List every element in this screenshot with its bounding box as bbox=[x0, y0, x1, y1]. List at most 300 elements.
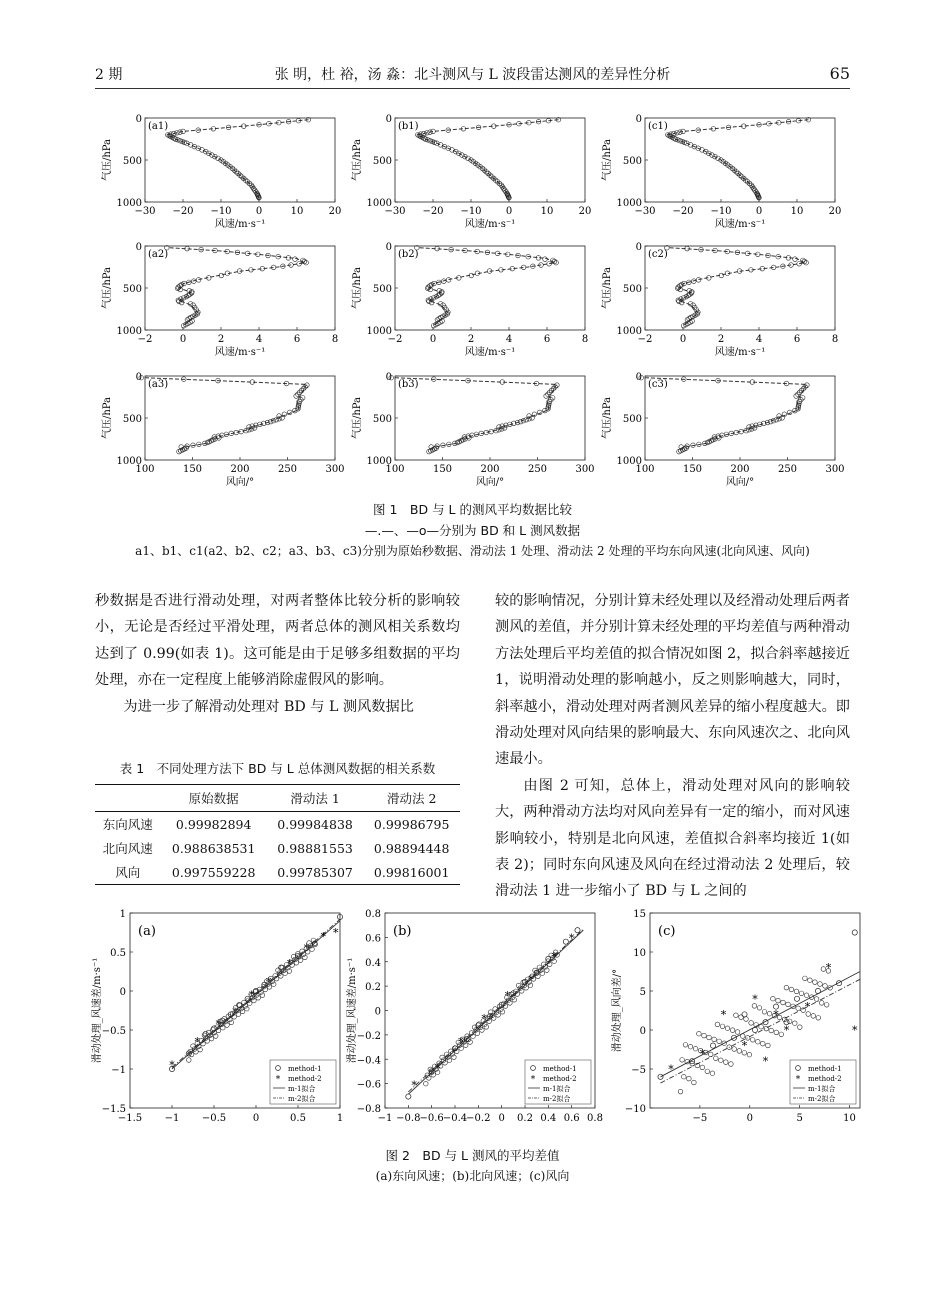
method-2-point: * bbox=[194, 1035, 200, 1049]
table-cell: 0.99986795 bbox=[373, 816, 450, 832]
method-1-point bbox=[824, 1003, 829, 1008]
method-1-point bbox=[715, 1022, 720, 1027]
figure-1-legend-note: —.—、—o—分别为 BD 和 L 测风数据 bbox=[364, 523, 581, 538]
series-point-l bbox=[181, 296, 186, 301]
series-line-bd bbox=[170, 248, 305, 326]
series-line-bd bbox=[670, 248, 805, 326]
method-1-point bbox=[740, 1034, 745, 1039]
method-2-point: * bbox=[528, 973, 534, 987]
y-axis-label: 气压/hPa bbox=[602, 396, 613, 440]
series-point-l bbox=[681, 296, 686, 301]
y-tick-label: 0 bbox=[374, 1006, 381, 1018]
method-1-point bbox=[688, 1044, 693, 1049]
legend-label: m-1拟合 bbox=[288, 1085, 316, 1093]
series-point-l bbox=[747, 428, 752, 433]
x-axis-label: 风速/m·s⁻¹ bbox=[464, 219, 516, 230]
y-tick-label: 0 bbox=[385, 242, 392, 253]
method-1-point bbox=[276, 968, 281, 973]
method-1-point bbox=[734, 1013, 739, 1018]
x-tick-label: −1 bbox=[164, 1113, 180, 1124]
y-tick-label: 0 bbox=[639, 1026, 646, 1037]
x-tick-label: 100 bbox=[635, 464, 655, 475]
method-1-point bbox=[749, 1021, 754, 1026]
table-row bbox=[95, 860, 460, 885]
y-tick-label: 500 bbox=[122, 284, 142, 295]
table-header-cell: 原始数据 bbox=[188, 791, 239, 806]
method-1-point bbox=[774, 1030, 779, 1035]
method-1-point bbox=[256, 996, 261, 1001]
x-tick-label: 5 bbox=[796, 1113, 803, 1124]
y-tick-label: 1000 bbox=[116, 326, 142, 337]
y-tick-label: −0.8 bbox=[356, 1104, 381, 1115]
method-1-point bbox=[406, 1094, 411, 1099]
panel-label: (b) bbox=[393, 924, 412, 939]
method-1-point bbox=[793, 1021, 798, 1026]
x-tick-label: −0.8 bbox=[396, 1113, 421, 1124]
series-point-l bbox=[768, 419, 773, 424]
method-1-point bbox=[756, 1039, 761, 1044]
y-tick-label: −5 bbox=[631, 1065, 646, 1076]
x-tick-label: −30 bbox=[634, 206, 656, 217]
y-tick-label: 0 bbox=[135, 114, 142, 125]
method-1-point bbox=[697, 1031, 702, 1036]
x-tick-label: 0 bbox=[179, 334, 187, 345]
x-tick-label: −30 bbox=[134, 206, 156, 217]
method-2-point: * bbox=[752, 992, 758, 1006]
legend-marker-method-2: * bbox=[795, 1075, 801, 1085]
x-tick-label: 10 bbox=[843, 1113, 856, 1124]
method-1-point bbox=[202, 1033, 207, 1038]
y-tick-label: −0.4 bbox=[356, 1055, 381, 1067]
x-tick-label: −0.4 bbox=[442, 1113, 468, 1124]
method-1-point bbox=[745, 1036, 750, 1041]
plot-frame bbox=[645, 118, 835, 202]
x-tick-label: −0.6 bbox=[419, 1113, 444, 1124]
y-tick-label: 15 bbox=[633, 909, 646, 920]
method-1-point bbox=[575, 928, 580, 933]
series-point-l bbox=[543, 257, 548, 262]
method-2-point: * bbox=[668, 1063, 674, 1076]
x-tick-label: 10 bbox=[790, 206, 804, 217]
y-tick-label: 1000 bbox=[616, 326, 642, 337]
y-axis-label: 气压/hPa bbox=[352, 138, 363, 182]
y-tick-label: 0 bbox=[119, 987, 126, 998]
table-1 bbox=[95, 784, 460, 885]
x-tick-label: 0 bbox=[252, 1113, 260, 1124]
y-tick-label: −0.6 bbox=[356, 1079, 381, 1091]
x-axis-label: 风速/m·s⁻¹ bbox=[214, 219, 266, 230]
method-1-point bbox=[683, 1043, 688, 1048]
x-tick-label: −20 bbox=[172, 206, 194, 217]
table-header-cell: 滑动法 1 bbox=[290, 791, 340, 806]
x-axis-label: 风向/° bbox=[475, 477, 505, 488]
series-point-l bbox=[431, 296, 436, 301]
panel-label: (b3) bbox=[398, 379, 419, 390]
method-1-point bbox=[742, 1012, 747, 1017]
method-1-point bbox=[707, 1035, 712, 1040]
method-1-point bbox=[708, 1052, 713, 1057]
series-line-bd bbox=[668, 120, 809, 198]
x-tick-label: 200 bbox=[230, 464, 250, 475]
figure-2 bbox=[92, 905, 860, 1140]
y-tick-label: 0 bbox=[635, 114, 642, 125]
y-tick-label: 0 bbox=[135, 372, 142, 383]
x-tick-label: 0 bbox=[505, 206, 513, 217]
y-tick-label: −0.2 bbox=[356, 1030, 381, 1042]
series-point-l bbox=[537, 410, 542, 415]
method-1-point bbox=[811, 1014, 816, 1019]
y-tick-label: 1000 bbox=[366, 326, 392, 337]
series-point-l bbox=[800, 396, 805, 401]
method-1-point bbox=[710, 1071, 715, 1076]
x-axis-label: 风速/m·s⁻¹ bbox=[464, 347, 516, 358]
table-cell: 0.99982894 bbox=[175, 816, 252, 832]
method-1-point bbox=[245, 1006, 250, 1011]
x-tick-label: 8 bbox=[331, 334, 339, 345]
method-1-point bbox=[692, 1080, 697, 1085]
method-1-point bbox=[687, 1076, 692, 1081]
y-axis-label: 气压/hPa bbox=[352, 396, 363, 440]
series-point-l bbox=[274, 418, 279, 423]
table-cell: 风向 bbox=[115, 865, 141, 880]
method-1-point bbox=[712, 1037, 717, 1042]
legend-label: m-1拟合 bbox=[808, 1085, 836, 1093]
y-tick-label: 1 bbox=[119, 909, 126, 920]
method-2-point: * bbox=[434, 1061, 441, 1075]
y-tick-label: 1000 bbox=[116, 198, 142, 209]
method-1-point bbox=[796, 1006, 801, 1011]
paragraph: 秒数据是否进行滑动处理，对两者整体比较分析的影响较小，无论是否经过平滑处理，两者总体的测风相关系数均达到了 0.99(如表 1)。这可能是由于足够多组数据的平均处理，亦在一定程度上能够消除虚假风的影响。 bbox=[95, 593, 460, 689]
method-1-point bbox=[500, 1010, 505, 1015]
panel-label: (c) bbox=[658, 924, 676, 939]
method-1-point bbox=[729, 1062, 734, 1067]
legend-label: m-2拟合 bbox=[288, 1095, 316, 1103]
method-1-point bbox=[271, 982, 276, 987]
table-header-cell bbox=[95, 785, 161, 812]
method-1-point bbox=[750, 1038, 755, 1043]
x-tick-label: −5 bbox=[692, 1113, 708, 1124]
left-column bbox=[95, 588, 460, 720]
x-tick-label: 200 bbox=[480, 464, 500, 475]
method-1-point bbox=[717, 1039, 722, 1044]
x-tick-label: 2 bbox=[717, 334, 725, 345]
x-tick-label: −2 bbox=[137, 334, 153, 345]
method-1-point bbox=[818, 982, 823, 987]
y-tick-label: −10 bbox=[624, 1104, 646, 1115]
x-tick-label: 20 bbox=[578, 206, 592, 217]
x-tick-label: 300 bbox=[575, 464, 595, 475]
header-rule bbox=[95, 88, 850, 89]
y-tick-label: −1 bbox=[111, 1065, 126, 1076]
method-2-point: * bbox=[286, 957, 293, 971]
y-tick-label: 500 bbox=[372, 414, 392, 425]
series-point-l bbox=[268, 419, 273, 424]
x-tick-label: 2 bbox=[217, 334, 225, 345]
x-tick-label: 6 bbox=[293, 334, 301, 345]
legend-label: m-2拟合 bbox=[543, 1095, 571, 1103]
plot-frame bbox=[145, 246, 335, 330]
y-tick-label: 500 bbox=[122, 156, 142, 167]
series-line-bd bbox=[168, 120, 309, 198]
method-1-point bbox=[747, 1052, 752, 1057]
method-1-point bbox=[719, 1058, 724, 1063]
method-1-point bbox=[279, 974, 284, 979]
x-tick-label: 0.4 bbox=[540, 1113, 557, 1124]
panel-label: (a2) bbox=[148, 249, 169, 260]
table-header-cell: 滑动法 2 bbox=[386, 791, 437, 806]
method-1-point bbox=[767, 1011, 772, 1016]
figure-1 bbox=[95, 100, 850, 495]
page-number: 65 bbox=[829, 64, 850, 83]
method-1-point bbox=[720, 1024, 725, 1029]
x-tick-label: 6 bbox=[543, 334, 551, 345]
legend-label: method-2 bbox=[808, 1075, 842, 1083]
method-1-point bbox=[705, 1069, 710, 1074]
issue-number: 2 期 bbox=[95, 67, 123, 83]
y-axis-label: 滑动处理_风速差/m·s⁻¹ bbox=[92, 957, 103, 1064]
y-tick-label: 0 bbox=[635, 242, 642, 253]
method-1-point bbox=[815, 988, 820, 993]
series-point-l bbox=[287, 410, 292, 415]
method-1-point bbox=[803, 976, 808, 981]
x-tick-label: 200 bbox=[730, 464, 750, 475]
method-1-point bbox=[852, 930, 857, 935]
table-cell: 北向风速 bbox=[102, 841, 153, 856]
panel-label: (a1) bbox=[148, 121, 169, 132]
method-2-point: * bbox=[265, 975, 272, 989]
x-tick-label: 150 bbox=[682, 464, 703, 475]
method-1-point bbox=[823, 984, 828, 989]
panel-label: (a3) bbox=[148, 379, 169, 390]
legend-label: m-2拟合 bbox=[808, 1095, 836, 1103]
method-2-point: * bbox=[481, 1012, 487, 1026]
method-1-point bbox=[680, 1058, 685, 1063]
x-tick-label: 100 bbox=[135, 464, 155, 475]
method-1-point bbox=[735, 1030, 740, 1035]
x-tick-label: 6 bbox=[793, 334, 801, 345]
y-tick-label: 0 bbox=[635, 372, 642, 383]
method-1-point bbox=[725, 1026, 730, 1031]
method-1-point bbox=[757, 1006, 762, 1011]
method-1-point bbox=[739, 1015, 744, 1020]
plot-frame bbox=[395, 246, 585, 330]
method-1-point bbox=[678, 1089, 683, 1094]
series-point-l bbox=[774, 418, 779, 423]
method-1-point bbox=[752, 1027, 757, 1032]
x-tick-label: −30 bbox=[384, 206, 406, 217]
x-tick-label: 0.6 bbox=[563, 1113, 580, 1124]
x-axis-label: 风向/° bbox=[225, 477, 255, 488]
method-2-point: * bbox=[783, 1024, 790, 1037]
legend-marker-method-2: * bbox=[275, 1075, 281, 1085]
method-1-point bbox=[771, 996, 776, 1001]
series-point-l bbox=[804, 260, 809, 265]
x-tick-label: 8 bbox=[831, 334, 839, 345]
method-1-point bbox=[798, 1025, 803, 1030]
method-1-point bbox=[732, 1047, 737, 1052]
y-axis-label: 气压/hPa bbox=[602, 138, 613, 182]
y-tick-label: 500 bbox=[622, 156, 642, 167]
x-axis-label: 风速/m·s⁻¹ bbox=[714, 347, 766, 358]
x-tick-label: 0 bbox=[755, 206, 763, 217]
method-1-point bbox=[794, 989, 799, 994]
method-1-point bbox=[794, 996, 799, 1001]
series-point-l bbox=[300, 396, 305, 401]
y-axis-label: 滑动处理_风速差/m·s⁻¹ bbox=[347, 957, 358, 1064]
plot-frame bbox=[645, 246, 835, 330]
x-tick-label: −1 bbox=[377, 1113, 393, 1124]
figure-2-subcaption: (a)东向风速；(b)北向风速；(c)风向 bbox=[375, 1169, 570, 1183]
plot-frame bbox=[395, 118, 585, 202]
table-row bbox=[95, 812, 460, 837]
method-1-point bbox=[730, 1028, 735, 1033]
method-1-point bbox=[769, 1028, 774, 1033]
method-1-point bbox=[524, 986, 529, 991]
plot-frame bbox=[145, 118, 335, 202]
method-1-point bbox=[710, 1043, 715, 1048]
legend-marker-method-2: * bbox=[530, 1075, 536, 1085]
method-2-point: * bbox=[303, 942, 310, 956]
y-axis-label: 气压/hPa bbox=[352, 266, 363, 310]
method-1-point bbox=[702, 1033, 707, 1038]
y-tick-label: 500 bbox=[372, 284, 392, 295]
method-1-point bbox=[516, 983, 521, 988]
x-tick-label: 250 bbox=[527, 464, 548, 475]
method-2-point: * bbox=[773, 1008, 779, 1022]
y-tick-label: 1000 bbox=[116, 456, 142, 467]
x-axis-label: 风向/° bbox=[725, 477, 755, 488]
method-1-point bbox=[700, 1065, 705, 1070]
x-tick-label: 250 bbox=[277, 464, 298, 475]
y-tick-label: 0 bbox=[385, 372, 392, 383]
table-cell: 0.99816001 bbox=[373, 864, 450, 880]
series-point-l bbox=[550, 396, 555, 401]
method-1-point bbox=[229, 1020, 234, 1025]
x-tick-label: 2 bbox=[467, 334, 475, 345]
method-2-point: * bbox=[741, 1039, 748, 1053]
method-1-point bbox=[658, 1074, 663, 1079]
figure-1-caption: 图 1 BD 与 L 的测风平均数据比较 bbox=[372, 502, 572, 517]
table-1-title: 表 1 不同处理方法下 BD 与 L 总体测风数据的相关系数 bbox=[119, 761, 436, 776]
paragraph: 较的影响情况，分别计算未经处理以及经滑动处理后两者测风的差值，并分别计算未经处理的平均差值与两种滑动方法处理后平均差值的拟合情况如图 2，拟合斜率越接近 1，说明滑动处理的影响越小，反之则影响越大，同时，斜率越小，滑动处理对两者测风差异的缩小程度越大。即滑动处理对风向结果的影响最大、东向风速次之、北向风速最小。 bbox=[495, 593, 850, 768]
x-tick-label: 4 bbox=[255, 334, 263, 345]
series-line-bd bbox=[418, 120, 559, 198]
y-tick-label: 500 bbox=[122, 414, 142, 425]
x-tick-label: 0.8 bbox=[587, 1113, 603, 1124]
x-tick-label: 0.5 bbox=[290, 1113, 306, 1124]
x-tick-label: −10 bbox=[460, 206, 482, 217]
x-tick-label: 150 bbox=[182, 464, 203, 475]
method-1-point bbox=[519, 989, 524, 994]
method-2-point: * bbox=[169, 1059, 175, 1073]
x-tick-label: 0.2 bbox=[517, 1113, 533, 1124]
figure-2-caption: 图 2 BD 与 L 测风的平均差值 bbox=[385, 1148, 560, 1163]
table-cell: 0.997559228 bbox=[171, 864, 256, 880]
x-tick-label: 10 bbox=[290, 206, 304, 217]
method-2-point: * bbox=[249, 988, 255, 1002]
method-2-point: * bbox=[333, 926, 339, 940]
table-cell: 0.988638531 bbox=[171, 840, 256, 856]
legend-label: method-1 bbox=[288, 1065, 322, 1073]
method-1-point bbox=[424, 1081, 429, 1086]
method-1-point bbox=[496, 1013, 501, 1018]
y-tick-label: 500 bbox=[622, 284, 642, 295]
table-row bbox=[95, 836, 460, 860]
x-axis-label: 风速/m·s⁻¹ bbox=[214, 347, 266, 358]
x-axis-label: 风速/m·s⁻¹ bbox=[714, 219, 766, 230]
x-tick-label: 0 bbox=[255, 206, 263, 217]
method-2-point: * bbox=[215, 1017, 221, 1031]
method-1-point bbox=[187, 1058, 192, 1063]
running-title: 张 明，杜 裕，汤 淼：北斗测风与 L 波段雷达测风的差异性分析 bbox=[274, 67, 671, 83]
x-tick-label: −0.5 bbox=[201, 1113, 227, 1124]
x-tick-label: −10 bbox=[710, 206, 732, 217]
method-1-point bbox=[744, 1017, 749, 1022]
x-tick-label: 0 bbox=[429, 334, 437, 345]
method-1-point bbox=[799, 991, 804, 996]
method-1-point bbox=[776, 998, 781, 1003]
method-1-point bbox=[762, 1010, 767, 1015]
method-1-point bbox=[724, 1060, 729, 1065]
figure-1-subcaption: a1、b1、c1(a2、b2、c2；a3、b3、c3)分别为原始秒数据、滑动法 1 处理、滑动法 2 处理的平均东向风速(北向风速、风向) bbox=[135, 544, 810, 558]
y-tick-label: 1000 bbox=[366, 456, 392, 467]
method-2-point: * bbox=[411, 1079, 417, 1093]
method-1-point bbox=[786, 1002, 791, 1007]
method-1-point bbox=[537, 965, 542, 970]
legend-label: m-1拟合 bbox=[543, 1085, 571, 1093]
y-tick-label: −1.5 bbox=[101, 1104, 126, 1115]
method-1-point bbox=[784, 985, 789, 990]
x-tick-label: −10 bbox=[210, 206, 232, 217]
method-1-point bbox=[808, 978, 813, 983]
x-tick-label: 4 bbox=[505, 334, 513, 345]
x-tick-label: −0.2 bbox=[466, 1113, 491, 1124]
method-1-point bbox=[787, 1019, 792, 1024]
legend-label: method-1 bbox=[543, 1065, 577, 1073]
y-tick-label: 0.6 bbox=[365, 933, 381, 945]
y-tick-label: 1000 bbox=[366, 198, 392, 209]
series-point-l bbox=[247, 428, 252, 433]
y-tick-label: 0.4 bbox=[365, 957, 381, 969]
method-1-point bbox=[819, 1001, 824, 1006]
method-1-point bbox=[283, 971, 288, 976]
y-tick-label: 0 bbox=[135, 242, 142, 253]
series-point-l bbox=[518, 419, 523, 424]
method-1-point bbox=[781, 1000, 786, 1005]
series-point-l bbox=[497, 428, 502, 433]
y-tick-label: 0 bbox=[385, 114, 392, 125]
method-1-point bbox=[789, 987, 794, 992]
series-point-l bbox=[787, 410, 792, 415]
y-tick-label: 10 bbox=[633, 948, 646, 959]
method-1-point bbox=[194, 1050, 199, 1055]
method-1-point bbox=[804, 993, 809, 998]
method-2-point: * bbox=[568, 932, 575, 946]
method-1-point bbox=[759, 1024, 764, 1029]
method-2-point: * bbox=[720, 1008, 727, 1022]
x-tick-label: −20 bbox=[672, 206, 694, 217]
y-axis-label: 气压/hPa bbox=[102, 138, 113, 182]
method-2-point: * bbox=[458, 1035, 464, 1049]
x-tick-label: −20 bbox=[422, 206, 444, 217]
y-tick-label: 1000 bbox=[616, 198, 642, 209]
method-1-point bbox=[206, 1030, 211, 1035]
method-1-point bbox=[468, 1040, 473, 1045]
method-1-point bbox=[487, 1019, 492, 1024]
method-1-point bbox=[205, 1039, 210, 1044]
method-1-point bbox=[714, 1056, 719, 1061]
method-2-point: * bbox=[504, 989, 511, 1003]
